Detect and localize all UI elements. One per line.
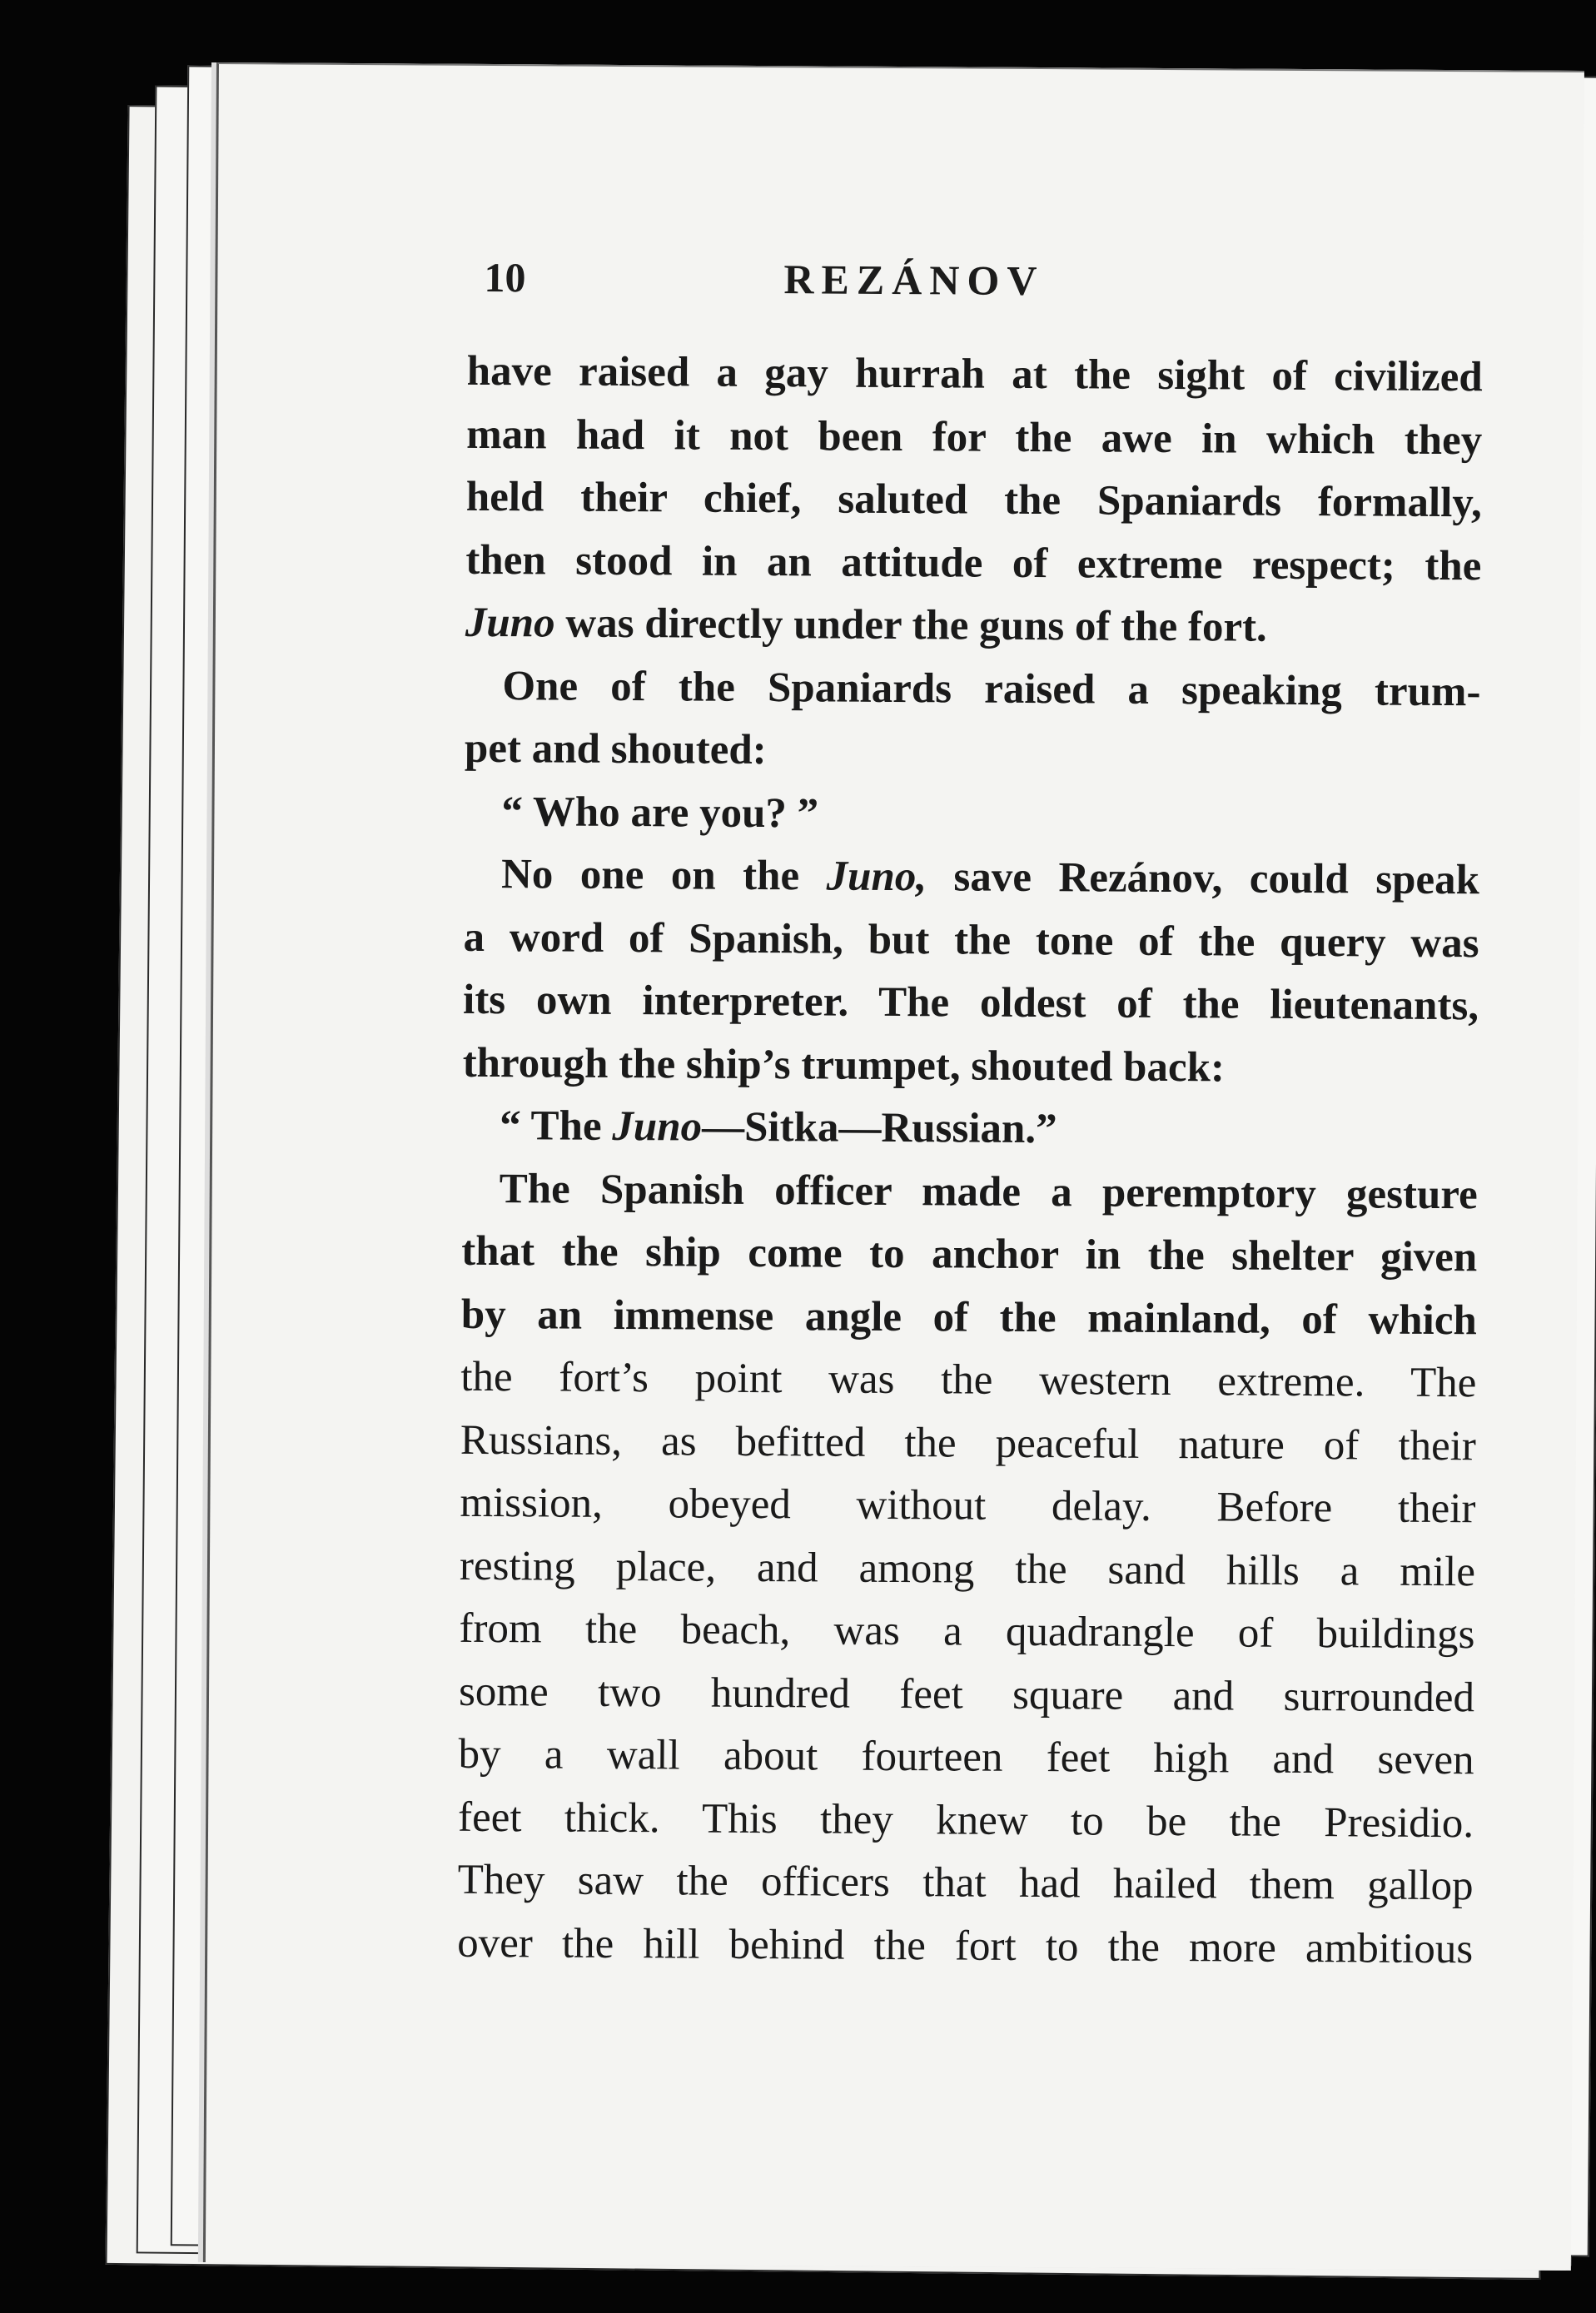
text-line: by a wall about fourteen feet high and seven (458, 1730, 1474, 1784)
text-line: the fort’s point was the western extreme. The (460, 1353, 1477, 1407)
text-line: some two hundred feet square and surrounded (458, 1668, 1475, 1721)
text-line: feet thick. This they knew to be the Presidio. (457, 1793, 1474, 1847)
text-line: a word of Spanish, but the tone of the query was (463, 913, 1479, 967)
page-number: 10 (484, 253, 526, 301)
text-line: from the beach, was a quadrangle of buildings (459, 1604, 1475, 1659)
text-line: They saw the officers that had hailed them gallop (457, 1856, 1474, 1910)
text-line: The Spanish officer made a peremptory gesture (499, 1165, 1478, 1218)
text-line: its own interpreter. The oldest of the lieutenants, (462, 976, 1479, 1030)
text-line: “ Who are you? ” (501, 788, 819, 837)
text-line: Juno was directly under the guns of the fort. (465, 599, 1267, 651)
text-line: have raised a gay hurrah at the sight of civilized (466, 347, 1483, 401)
text-line: pet and shouted: (464, 724, 767, 774)
text-line: over the hill behind the fort to the more ambitious (457, 1919, 1474, 1972)
text-line: “ The Juno—Sitka—Russian.” (500, 1102, 1057, 1153)
text-line: mission, obeyed without delay. Before their (460, 1479, 1476, 1533)
text-line: No one on the Juno, save Rezánov, could speak (500, 851, 1480, 904)
text-line: by an immense angle of the mainland, of which (460, 1291, 1477, 1344)
running-head: REZÁNOV (783, 256, 1045, 305)
page-header (484, 253, 1417, 334)
text-line: One of the Spaniards raised a speaking trum- (502, 662, 1481, 715)
body-text (457, 341, 1483, 1981)
text-line: that the ship come to anchor in the shelter given (461, 1227, 1478, 1281)
text-line: resting place, and among the sand hills a mile (459, 1542, 1476, 1595)
book-page (203, 62, 1584, 2271)
text-line: through the ship’s trumpet, shouted back: (462, 1039, 1226, 1091)
text-line: Russians, as befitted the peaceful nature of their (460, 1416, 1477, 1470)
text-line: then stood in an attitude of extreme respect; the (465, 536, 1482, 589)
text-line: man had it not been for the awe in which they (466, 410, 1483, 464)
text-line: held their chief, saluted the Spaniards formally, (465, 473, 1482, 527)
